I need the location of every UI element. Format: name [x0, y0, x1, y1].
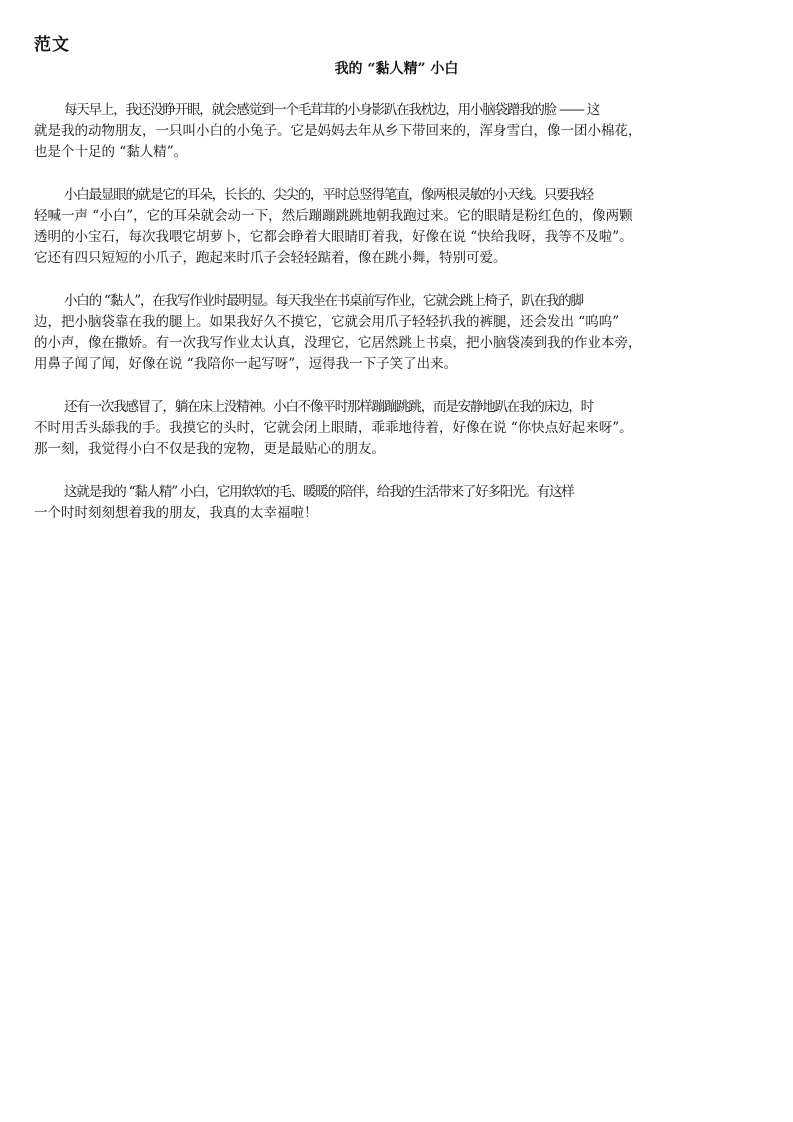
essay-title: 我的 “黏人精” 小白: [334, 61, 459, 77]
paragraph-line: 透明的小宝石，每次我喂它胡萝卜，它都会睁着大眼睛盯着我，好像在说 “快给我呀，我等不及啦”。: [34, 229, 633, 245]
paragraph-line: 它还有四只短短的小爪子，跑起来时爪子会轻轻踮着，像在跳小舞，特别可爱。: [34, 250, 507, 266]
paragraph-1: [34, 100, 766, 163]
section-label: 范文: [34, 35, 70, 55]
paragraph-line: 小白最显眼的就是它的耳朵，长长的、尖尖的，平时总竖得笔直，像两根灵敏的小天线。只要我轻: [64, 187, 593, 203]
paragraph-line: 这就是我的 “黏人精” 小白，它用软软的毛、暖暖的陪伴，给我的生活带来了好多阳光。有这样: [64, 484, 574, 500]
paragraph-line: 每天早上，我还没睁开眼，就会感觉到一个毛茸茸的小身影趴在我枕边，用小脑袋蹭我的脸 —— 这: [64, 102, 600, 118]
paragraph-line: 边，把小脑袋靠在我的腿上。如果我好久不摸它，它就会用爪子轻轻扒我的裤腿，还会发出 “呜呜”: [34, 314, 620, 330]
paragraph-line: 就是我的动物朋友，一只叫小白的小兔子。它是妈妈去年从乡下带回来的，浑身雪白，像一团小棉花，: [34, 123, 642, 139]
essay-body: [34, 100, 766, 546]
paragraph-3: [34, 291, 766, 375]
paragraph-line: 不时用舌头舔我的手。我摸它的头时，它就会闭上眼睛，乖乖地待着，好像在说 “你快点好起来呀”。: [34, 420, 633, 436]
paragraph-2: [34, 185, 766, 269]
paragraph-line: 的小声，像在撒娇。有一次我写作业太认真，没理它，它居然跳上书桌，把小脑袋凑到我的作业本旁，: [34, 335, 642, 351]
paragraph-5: [34, 482, 766, 524]
paragraph-line: 那一刻，我觉得小白不仅是我的宠物，更是最贴心的朋友。: [34, 441, 385, 457]
paragraph-line: 也是个十足的 “黏人精”。: [34, 144, 188, 160]
paragraph-line: 用鼻子闻了闻，好像在说 “我陪你一起写呀”，逗得我一下子笑了出来。: [34, 356, 458, 372]
paragraph-line: 小白的 “黏人”，在我写作业时最明显。每天我坐在书桌前写作业，它就会跳上椅子，趴在我的脚: [64, 293, 583, 309]
paragraph-4: [34, 397, 766, 460]
paragraph-line: 还有一次我感冒了，躺在床上没精神。小白不像平时那样蹦蹦跳跳，而是安静地趴在我的床边，时: [64, 399, 593, 415]
paragraph-line: 轻喊一声 “小白”，它的耳朵就会动一下，然后蹦蹦跳跳地朝我跑过来。它的眼睛是粉红色的，像两颗: [34, 208, 633, 224]
paragraph-line: 一个时时刻刻想着我的朋友，我真的太幸福啦！: [34, 505, 318, 521]
